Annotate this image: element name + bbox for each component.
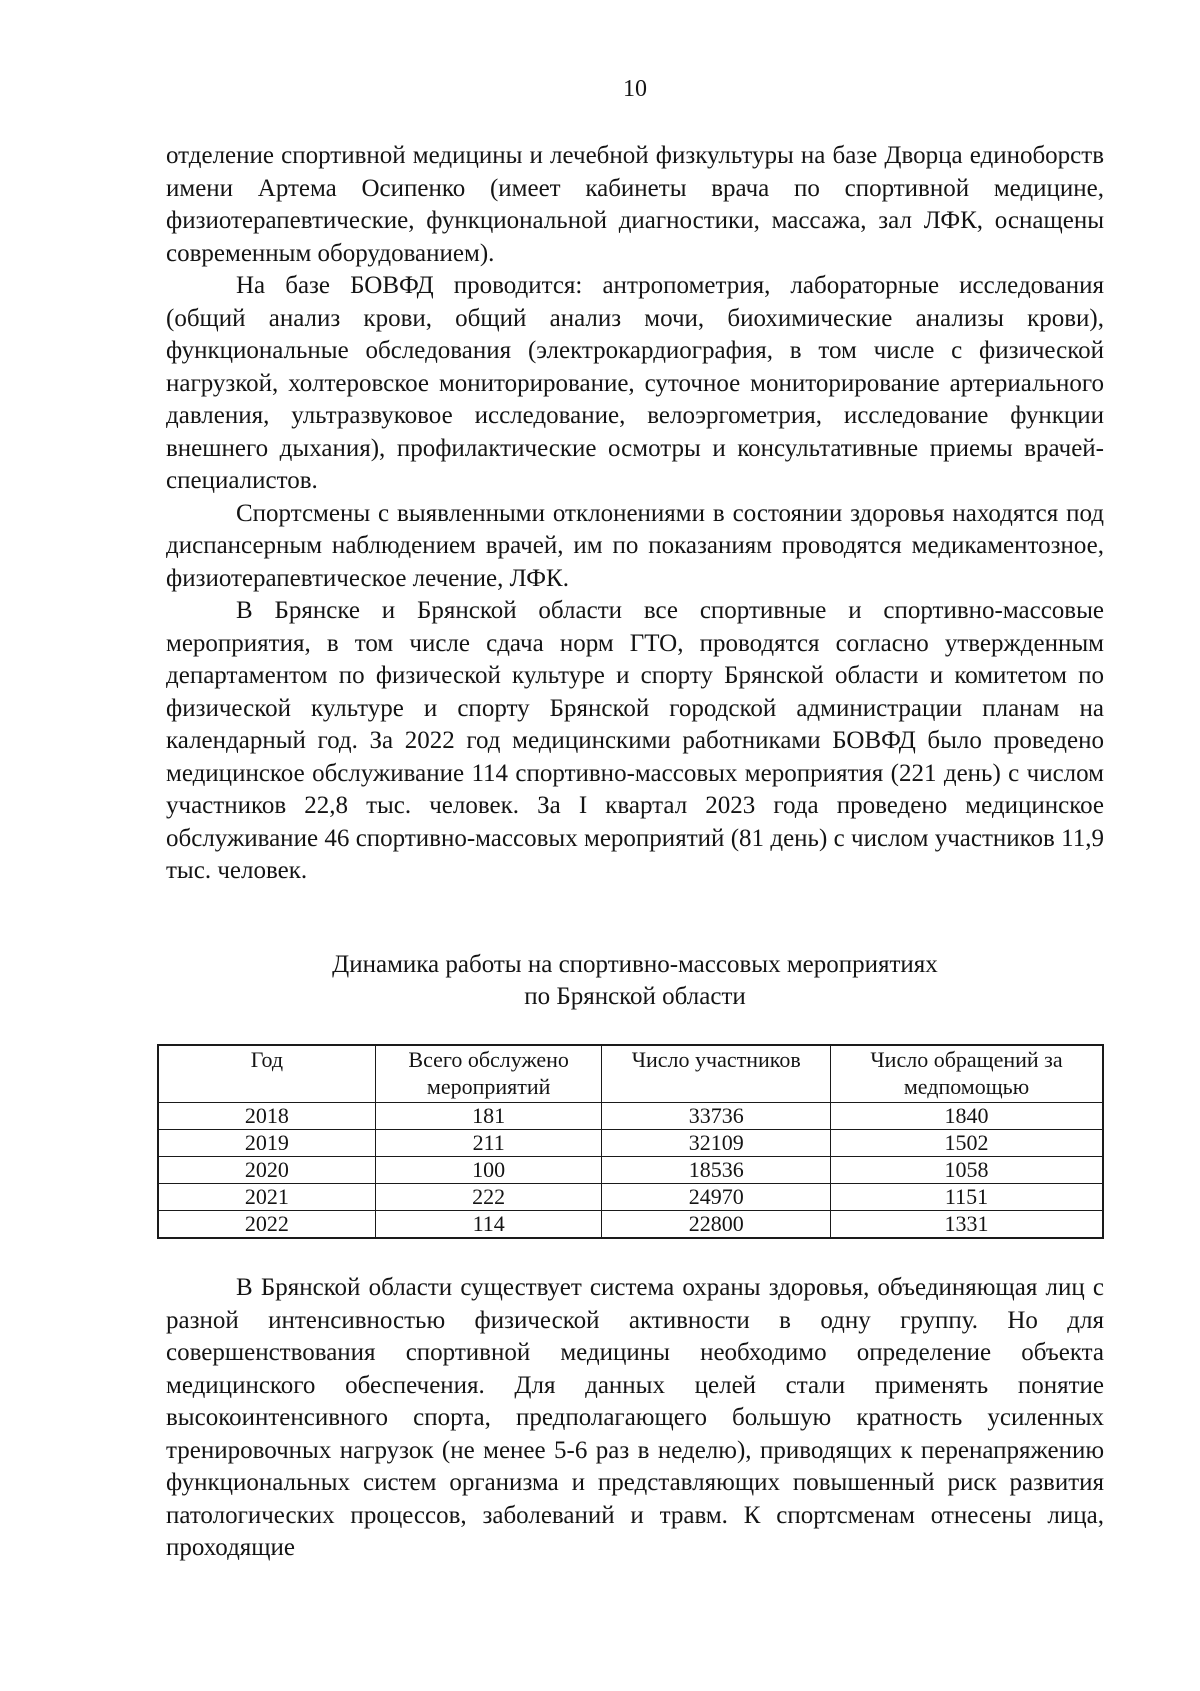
cell-events: 100 (375, 1157, 602, 1184)
cell-participants: 22800 (602, 1211, 831, 1239)
table-row (158, 1184, 1103, 1211)
cell-participants: 18536 (602, 1157, 831, 1184)
table-row (158, 1157, 1103, 1184)
cell-events: 181 (375, 1103, 602, 1130)
cell-year: 2018 (158, 1103, 375, 1130)
table-row (158, 1103, 1103, 1130)
cell-participants: 24970 (602, 1184, 831, 1211)
cell-events: 114 (375, 1211, 602, 1239)
cell-year: 2019 (158, 1130, 375, 1157)
body-text-bottom (166, 1272, 1104, 1565)
paragraph: На базе БОВФД проводится: антропометрия, лабораторные исследования (общий анализ крови, общий анализ мочи, биохимические анализы крови), функциональные обследования (электрокардиография, в том числе с физической нагрузкой, холтеровское мониторирование, суточное мониторирование артериального давления, ультразвуковое исследование, велоэргометрия, исследование функции внешнего дыхания), профилактические осмотры и консультативные приемы врачей-специалистов. (166, 272, 1104, 494)
stats-table (157, 1044, 1104, 1239)
cell-requests: 1502 (831, 1130, 1103, 1157)
column-header-requests: Число обращений за медпомощью (831, 1045, 1103, 1103)
paragraph: Спортсмены с выявленными отклонениями в состоянии здоровья находятся под диспансерным наблюдением врачей, им по показаниям проводятся медикаментозное, физиотерапевтическое лечение, ЛФК. (166, 499, 1104, 592)
paragraph: В Брянске и Брянской области все спортивные и спортивно-массовые мероприятия, в том числе сдача норм ГТО, проводятся согласно утвержденным департаментом по физической культуре и спорту Брянской области и комитетом по физической культуре и спорту Брянской городской администрации планам на календарный год. За 2022 год медицинскими работниками БОВФД было проведено медицинское обслуживание 114 спортивно-массовых мероприятия (221 день) с числом участников 22,8 тыс. человек. За I квартал 2023 года проведено медицинское обслуживание 46 спортивно-массовых мероприятий (81 день) с числом участников 11,9 тыс. человек. (166, 597, 1104, 884)
column-header-year: Год (158, 1045, 375, 1103)
cell-year: 2022 (158, 1211, 375, 1239)
table-row (158, 1211, 1103, 1239)
paragraph: отделение спортивной медицины и лечебной физкультуры на базе Дворца единоборств имени Артема Осипенко (имеет кабинеты врача по спортивной медицине, физиотерапевтические, функциональной диагностики, массажа, зал ЛФК, оснащены современным оборудованием). (166, 142, 1104, 267)
column-header-participants: Число участников (602, 1045, 831, 1103)
cell-events: 211 (375, 1130, 602, 1157)
column-header-events: Всего обслужено мероприятий (375, 1045, 602, 1103)
cell-participants: 33736 (602, 1103, 831, 1130)
cell-requests: 1058 (831, 1157, 1103, 1184)
page-number: 10 (623, 76, 647, 102)
body-text-top (166, 140, 1104, 888)
cell-requests: 1151 (831, 1184, 1103, 1211)
table-title-line: по Брянской области (524, 983, 746, 1010)
cell-participants: 32109 (602, 1130, 831, 1157)
cell-events: 222 (375, 1184, 602, 1211)
table-title (166, 949, 1104, 1013)
table-header-row (158, 1045, 1103, 1103)
cell-year: 2021 (158, 1184, 375, 1211)
table-title-line: Динамика работы на спортивно-массовых мероприятиях (332, 951, 938, 978)
cell-year: 2020 (158, 1157, 375, 1184)
table-row (158, 1130, 1103, 1157)
cell-requests: 1331 (831, 1211, 1103, 1239)
paragraph: В Брянской области существует система охраны здоровья, объединяющая лиц с разной интенсивностью физической активности в одну группу. Но для совершенствования спортивной медицины необходимо определение объекта медицинского обеспечения. Для данных целей стали применять понятие высокоинтенсивного спорта, предполагающего большую кратность усиленных тренировочных нагрузок (не менее 5-6 раз в неделю), приводящих к перенапряжению функциональных систем организма и представляющих повышенный риск развития патологических процессов, заболеваний и травм. К спортсменам отнесены лица, проходящие (166, 1274, 1104, 1561)
cell-requests: 1840 (831, 1103, 1103, 1130)
